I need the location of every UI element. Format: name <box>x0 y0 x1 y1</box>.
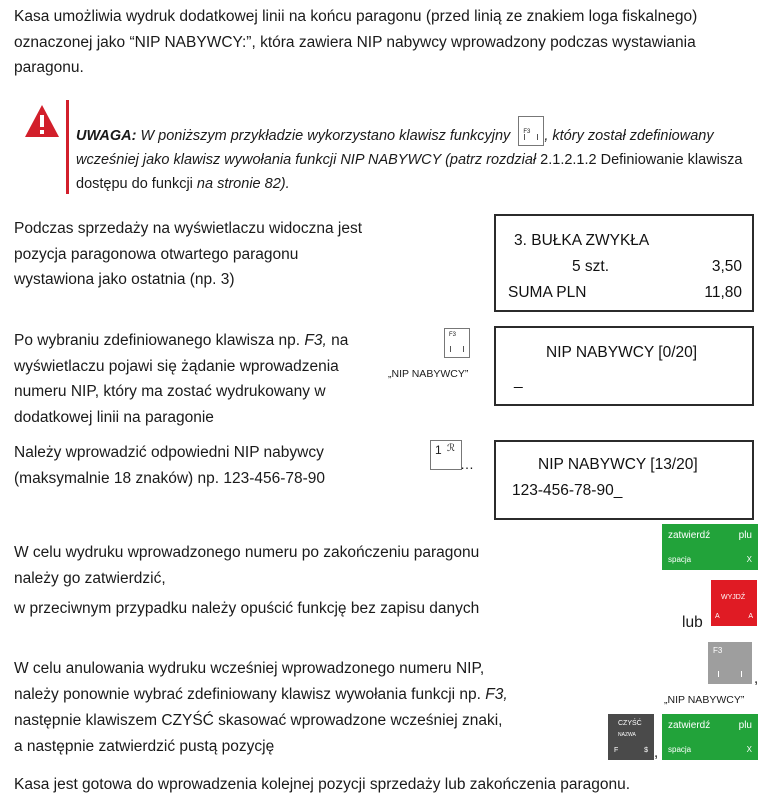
key-caption: „NIP NABYWCY” <box>664 694 745 706</box>
display-sum-label: SUMA PLN <box>508 284 587 301</box>
step5-line1: W celu anulowania wydruku wcześniej wprowadzonego numeru NIP, <box>14 660 485 677</box>
display-entry: 123-456-78-90_ <box>512 482 623 499</box>
display-line: NIP NABYWCY [0/20] <box>546 344 698 361</box>
clear-key-icon: CZYŚĆ NAZWA F $ <box>608 714 654 760</box>
display-line: NIP NABYWCY [13/20] <box>538 456 698 473</box>
warning-part1: W poniższym przykładzie wykorzystano klawisz funkcyjny <box>140 128 511 144</box>
warning-part3: na stronie 82). <box>196 176 290 192</box>
display-step2 <box>494 326 754 406</box>
step1-text: Podczas sprzedaży na wyświetlaczu widoczna jest pozycja paragonowa otwartego paragonu wystawiona jako ostatnia (np. 3) <box>14 220 363 288</box>
step3-text: Należy wprowadzić odpowiedni NIP nabywcy (maksymalnie 18 znaków) np. 123-456-78-90 <box>14 444 326 487</box>
ellipsis: … <box>460 456 474 472</box>
display-cursor: _ <box>514 372 523 389</box>
digit-key-icon: 1 ℛ <box>430 440 462 470</box>
f3-key-icon: F3 <box>444 328 470 358</box>
f3-key-icon: F3 <box>708 642 752 684</box>
step4-line1: W celu wydruku wprowadzonego numeru po zakończeniu paragonu <box>14 544 480 561</box>
confirm-key-icon: zatwierdź plu spacja X <box>662 524 758 570</box>
display-price: 3,50 <box>711 258 742 275</box>
warning-label: UWAGA: <box>76 128 137 144</box>
step2-text: Po wybraniu zdefiniowanego klawisza np. F3, na wyświetlaczu pojawi się żądanie wprowadzenia numeru NIP, który ma zostać wydrukowany w dodatkowej linii na paragonie <box>14 332 349 426</box>
warning-icon <box>24 104 60 138</box>
display-step1 <box>494 214 754 312</box>
display-line: 3. BUŁKA ZWYKŁA <box>514 232 650 249</box>
step4-line2: należy go zatwierdzić, <box>14 570 166 587</box>
warning-text <box>76 116 766 196</box>
comma: , <box>654 744 659 761</box>
final-text: Kasa jest gotowa do wprowadzenia kolejnej pozycji sprzedaży lub zakończenia paragonu. <box>14 776 631 793</box>
display-qty: 5 szt. <box>572 258 610 275</box>
f3-key-icon: F3 <box>518 116 544 146</box>
warning-bar <box>66 100 69 194</box>
step5-line4: a następnie zatwierdzić pustą pozycję <box>14 738 275 755</box>
exit-key-icon: WYJDŹ A A <box>711 580 757 626</box>
or-label: lub <box>682 614 703 631</box>
step4-line3: w przeciwnym przypadku należy opuścić funkcję bez zapisu danych <box>14 600 480 617</box>
key-caption: „NIP NABYWCY” <box>388 368 469 380</box>
warning-ref: 2.1.2.1.2 Definiowanie klawisza dostępu do funkcji <box>76 152 743 192</box>
display-sum-value: 11,80 <box>704 284 742 301</box>
step5-line3: następnie klawiszem CZYŚĆ skasować wprowadzone wcześniej znaki, <box>14 712 503 729</box>
comma: , <box>754 670 759 687</box>
intro-paragraph: Kasa umożliwia wydruk dodatkowej linii na końcu paragonu (przed linią ze znakiem loga fiskalnego) oznaczonej jako “NIP NABYWCY:”, która zawiera NIP nabywcy wprowadzony podczas wystawiania paragonu. <box>14 8 698 76</box>
warning-part2: , który został zdefiniowany wcześniej jako klawisz wywołania funkcji NIP NABYWCY (patrz rozdział <box>76 128 714 168</box>
display-step3 <box>494 440 754 520</box>
step5-line2: należy ponownie wybrać zdefiniowany klawisz wywołania funkcji np. F3, <box>14 686 508 703</box>
confirm-key-icon: zatwierdź plu spacja X <box>662 714 758 760</box>
